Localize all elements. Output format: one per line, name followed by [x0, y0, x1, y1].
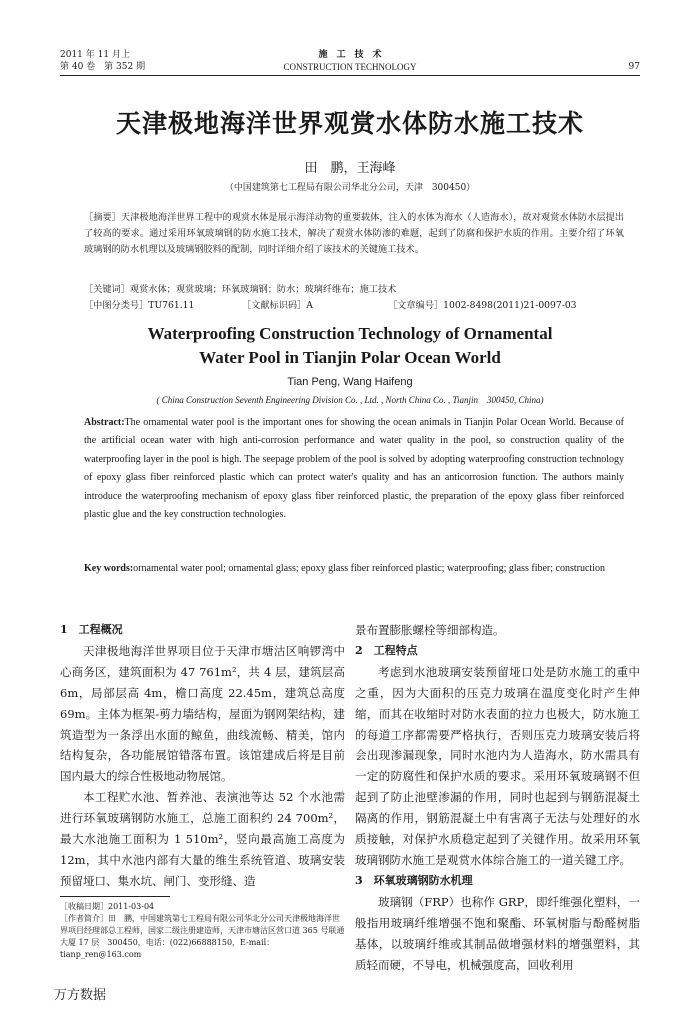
title-en-line1: Waterproofing Construction Technology of Ornamental: [147, 324, 553, 343]
authors-en: Tian Peng, Wang Haifeng: [287, 376, 413, 388]
author-info: ［作者简介］田 鹏，中国建筑第七工程局有限公司华北分公司天津极地海洋世界项目经理部总工程师，国家二级注册建造师，天津市塘沽区营口道 365 号联通大厦 17 层 300450，电话：(022)66888150，E-mail：tianp_ren@163.com: [60, 914, 345, 959]
header-journal-cn: 施 工 技 术: [318, 50, 382, 60]
footnote: [60, 901, 345, 961]
page-title-cn: 天津极地海洋世界观赏水体防水施工技术: [115, 109, 584, 138]
paragraph-1: 天津极地海洋世界项目位于天津市塘沽区响锣湾中心商务区，建筑面积为 47 761m²，共 4 层，建筑层高 6m，局部层高 4m，檐口高度 22.45m，建筑总高度 69m。主体为框架-剪力墙结构，屋面为钢网架结构，建筑造型为一条浮出水面的鲸鱼，曲线流畅、精美，馆内结构复杂，各功能展馆错落布置。该馆建成后将是目前国内最大的综合性极地动物展馆。: [60, 643, 345, 784]
abstract-en-text: The ornamental water pool is the important ones for showing the ocean animals in Tianjin Polar Ocean World. Because of the artificial ocean water with high anti-corrosion performance and water quality in the pool, so construction quality of the waterproofing layer in the pool is high. The seepage problem of the pool is solved by adopting waterproofing construction technology of epoxy glass fiber reinforced plastic which can protect water's quality and has an anticorrosion function. The authors mainly introduce the waterproofing mechanism of epoxy glass fiber reinforced plastic, the preparation of the epoxy glass fiber reinforced plastic glue and the key construction technologies.: [84, 417, 624, 521]
section-heading-1: 1 工程概况: [60, 623, 123, 636]
left-column: [60, 620, 345, 892]
received-date: ［收稿日期］2011-03-04: [60, 902, 155, 911]
abstract-en-label: Abstract:: [84, 417, 125, 428]
header-volume: 第 40 卷 第 352 期: [60, 62, 146, 72]
affiliation-en: ( China Construction Seventh Engineering Division Co. , Ltd. , North China Co. , Tianjin 300450, China): [156, 395, 544, 405]
classification-row: [84, 298, 624, 314]
clc-number: ［中图分类号］TU761.11: [84, 300, 195, 311]
keywords-en-label: Key words:: [84, 563, 134, 574]
document-code: ［文献标识码］A: [242, 300, 313, 311]
keywords-cn: ［关键词］观赏水体；观赏玻璃；环氧玻璃钢；防水；玻璃纤维布；施工技术: [84, 284, 397, 295]
paragraph-continued: 景布置膨胀螺栓等细部构造。: [355, 623, 505, 637]
paragraph-3: 考虑到水池玻璃安装预留垭口处是防水施工的重中之重，因为大面积的压克力玻璃在温度变化时产生伸缩，而其在收缩时对防水表面的拉力也极大，防水施工的每道工序都需要严格执行，否则压克力玻璃安装后将会出现渗漏现象，同时水池内为人造海水，防水需具有一定的防腐性和保护水质的要求。采用环氧玻璃钢不但起到了防止池壁渗漏的作用，同时也起到与钢筋混凝土隔离的作用，钢筋混凝土中有害离子无法与处理好的水质接触，对保护水质稳定起到了关键作用。故采用环氧玻璃钢防水施工是观赏水体综合施工的一道关键工序。: [355, 664, 640, 867]
header-date: 2011 年 11 月上: [60, 50, 130, 60]
page-title-en: [0, 322, 700, 370]
paragraph-4: 玻璃钢（FRP）也称作 GRP，即纤维强化塑料，一般指用玻璃纤维增强不饱和聚酯、环氧树脂与酚醛树脂基体，以玻璃纤维或其制品做增强材料的增强塑料，其质轻而硬，不导电，机械强度高，回收利用: [355, 894, 640, 972]
keywords-en-text: ornamental water pool; ornamental glass; epoxy glass fiber reinforced plastic; waterproofing; glass fiber; construction: [133, 563, 605, 574]
article-number: ［文章编号］1002-8498(2011)21-0097-03: [388, 300, 577, 311]
keywords-en: [84, 560, 624, 578]
title-en-line2: Water Pool in Tianjin Polar Ocean World: [199, 348, 501, 367]
section-heading-3: 3 环氧玻璃钢防水机理: [355, 873, 473, 887]
authors-cn: 田 鹏，王海峰: [304, 161, 396, 176]
affiliation-cn: （中国建筑第七工程局有限公司华北分公司，天津 300450）: [224, 183, 476, 193]
abstract-en: [84, 414, 624, 524]
right-column: [355, 620, 640, 975]
header-rule: [60, 75, 640, 76]
footnote-rule: [60, 896, 170, 897]
header-page-number: 97: [628, 62, 640, 72]
watermark: 万方数据: [54, 988, 107, 1003]
paragraph-2: 本工程贮水池、暂养池、表演池等达 52 个水池需进行环氧玻璃钢防水施工，总施工面积约 24 700m²，最大水池施工面积为 1 510m²，竖向最高施工高度为 12m，其中水池内部有大量的维生系统管道、玻璃安装预留垭口、集水坑、闸门、变形缝、造: [60, 790, 345, 888]
section-heading-2: 2 工程特点: [355, 643, 418, 657]
header-journal-en: CONSTRUCTION TECHNOLOGY: [283, 62, 417, 72]
abstract-cn: ［摘要］天津极地海洋世界工程中的观赏水体是展示海洋动物的重要载体，注入的水体为海水（人造海水），故对观赏水体防水层提出了较高的要求。通过采用环氧玻璃钢的防水施工技术，解决了观赏水体防渗的难题，起到了防腐和保护水质的作用。主要介绍了环氧玻璃钢的防水机理以及玻璃钢胶料的配制，同时详细介绍了该技术的关键施工技术。: [84, 212, 624, 255]
